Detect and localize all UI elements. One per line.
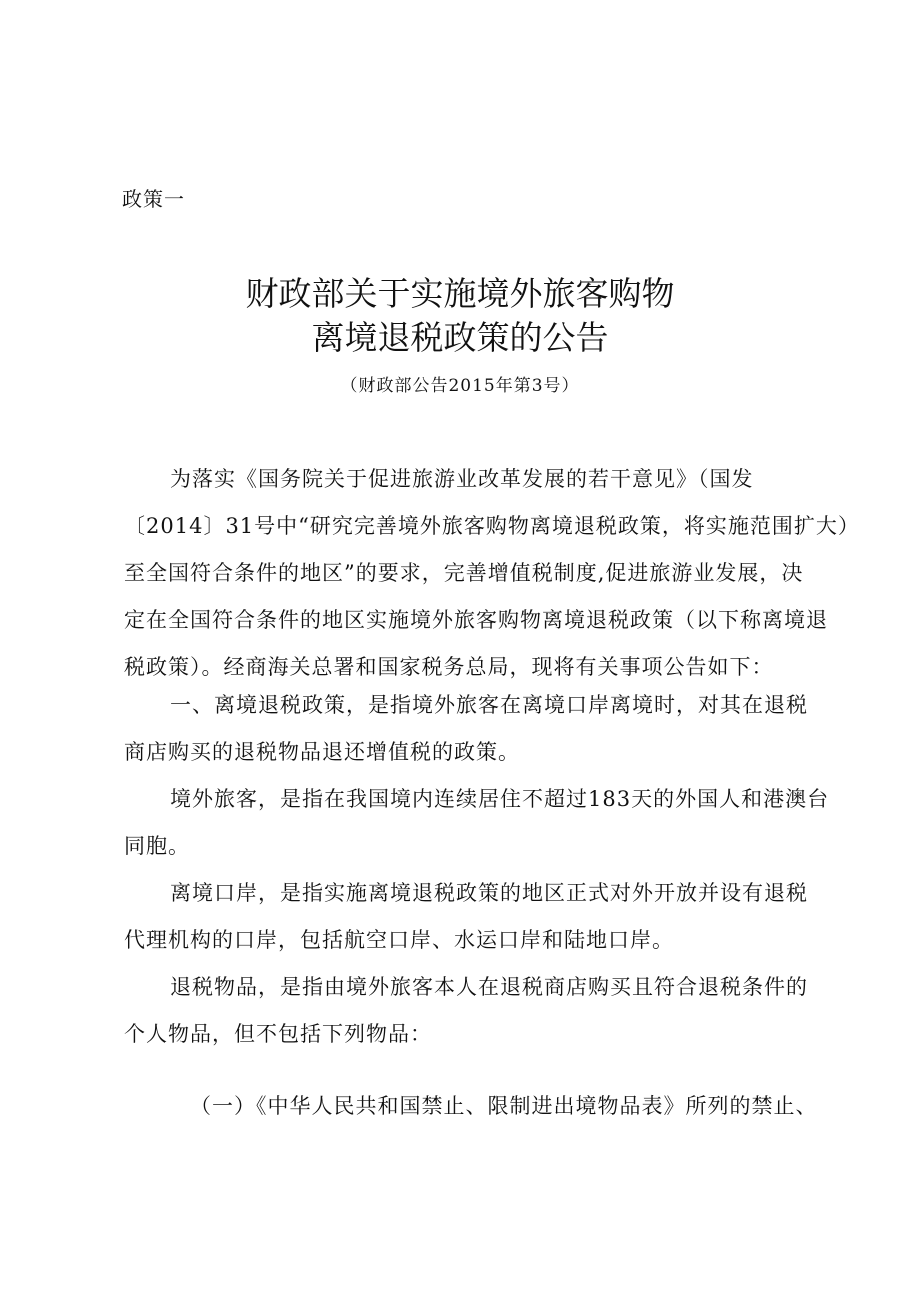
document-title-line-1: 财政部关于实施境外旅客购物	[245, 274, 675, 313]
text-line: 〔2014〕31号中“研究完善境外旅客购物离境退税政策，将实施范围扩大）	[124, 514, 860, 538]
text-line: 同胞。	[124, 834, 190, 858]
text-line: 商店购买的退税物品退还增值税的政策。	[124, 740, 520, 764]
paragraph-intro	[124, 456, 860, 691]
paragraph-port-definition	[124, 870, 808, 964]
paragraph-goods-definition	[124, 964, 808, 1058]
text-line: 定在全国符合条件的地区实施境外旅客购物离境退税政策（以下称离境退	[124, 608, 828, 632]
text-line: 境外旅客，是指在我国境内连续居住不超过183天的外国人和港澳台	[170, 787, 830, 811]
text-line: 个人物品，但不包括下列物品：	[124, 1022, 432, 1046]
text-line: 至全国符合条件的地区”的要求，完善增值税制度,促进旅游业发展，决	[124, 561, 804, 585]
text-line: 代理机构的口岸，包括航空口岸、水运口岸和陆地口岸。	[124, 928, 674, 952]
document-title-line-2: 离境退税政策的公告	[311, 318, 609, 357]
document-number: （财政部公告2015年第3号）	[340, 376, 580, 396]
text-line: 为落实《国务院关于促进旅游业改革发展的若干意见》（国发	[170, 467, 754, 491]
policy-label: 政策一	[122, 187, 185, 211]
text-line: 离境口岸，是指实施离境退税政策的地区正式对外开放并设有退税	[170, 881, 808, 905]
paragraph-policy-definition	[124, 682, 808, 776]
paragraph-traveler-definition	[124, 776, 830, 870]
text-line: 一、离境退税政策，是指境外旅客在离境口岸离境时，对其在退税	[170, 693, 808, 717]
list-item-1: （一）《中华人民共和国禁止、限制进出境物品表》所列的禁止、	[190, 1094, 818, 1118]
text-line: 税政策）。经商海关总署和国家税务总局，现将有关事项公告如下：	[124, 655, 774, 679]
text-line: 退税物品，是指由境外旅客本人在退税商店购买且符合退税条件的	[170, 975, 808, 999]
